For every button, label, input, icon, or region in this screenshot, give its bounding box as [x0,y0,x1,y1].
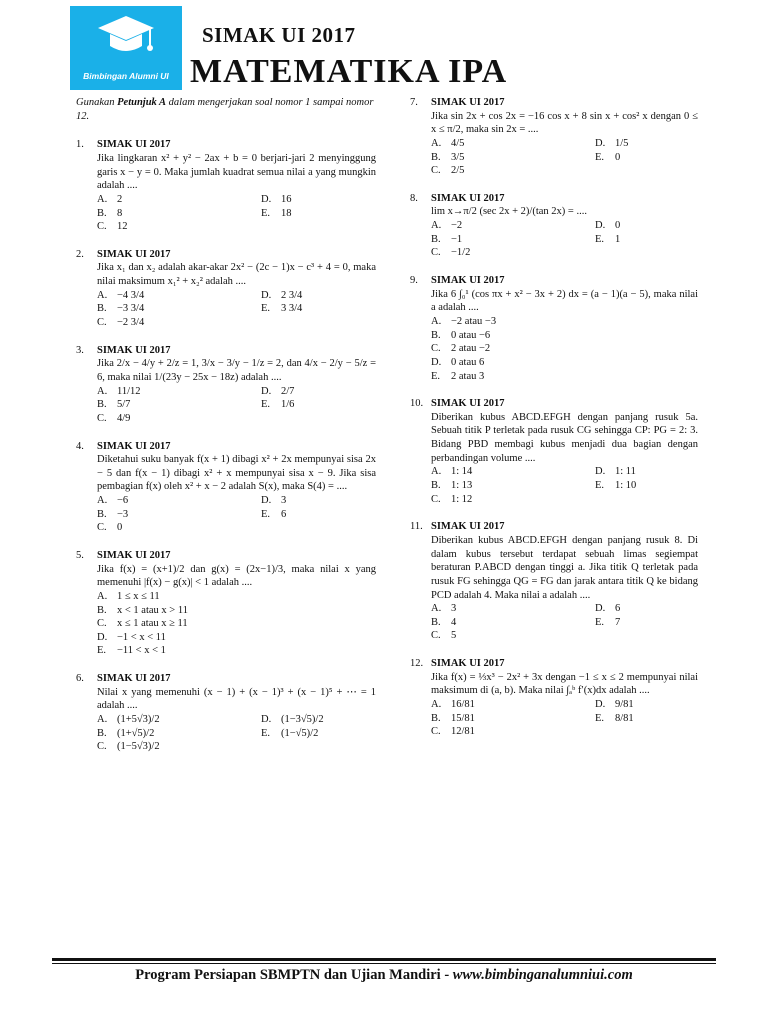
option-value: (1−√5)/2 [281,727,319,739]
exam-title: SIMAK UI 2017 [202,23,356,47]
option-value: 6 [615,603,621,615]
option-letter: B. [431,480,441,492]
option-value: 1 ≤ x ≤ 11 [117,590,160,602]
option-value: −4 3/4 [117,289,145,301]
footer-text: Program Persiapan SBMPTN dan Ujian Mandiri - [135,967,453,983]
option-value: 5/7 [117,399,131,411]
question-11 [410,520,698,643]
option-value: 3 [281,495,287,507]
footer-divider [52,958,716,961]
answer-options [431,465,698,506]
question-text: Jika f(x) = (x+1)/2 dan g(x) = (2x−1)/3, maka nilai x yang memenuhi |f(x) − g(x)| < 1 adalah .... [97,563,376,589]
answer-option [261,398,376,412]
answer-option [97,193,257,207]
option-letter: E. [261,399,271,411]
option-value: 8/81 [615,712,634,724]
option-value: 2 3/4 [281,289,303,301]
option-value: −11 < x < 1 [117,645,166,657]
answer-option [261,193,376,207]
question-title: SIMAK UI 2017 [431,521,505,533]
answer-option [261,289,376,303]
option-value: 2 atau 3 [451,370,485,382]
answer-option [261,713,376,727]
option-letter: C. [97,618,107,630]
question-text: lim x→π/2 (sec 2x + 2)/(tan 2x) = .... [431,206,587,218]
question-title: SIMAK UI 2017 [431,275,505,287]
option-value: 0 atau 6 [451,356,485,368]
option-letter: E. [595,480,605,492]
footer [52,966,716,985]
option-value: 18 [281,207,292,219]
option-value: 1: 14 [451,466,473,478]
question-title: SIMAK UI 2017 [431,192,505,204]
question-4 [76,440,376,535]
option-letter: A. [97,714,108,726]
option-letter: A. [97,193,108,205]
answer-option [431,602,591,616]
option-value: −6 [117,495,129,507]
answer-option [261,385,376,399]
question-number: 9. [410,275,418,287]
option-value: 0 [615,220,621,232]
answer-option [431,151,591,165]
answer-options [97,590,376,658]
option-value: −3 3/4 [117,303,145,315]
answer-option [431,479,591,493]
option-value: −1/2 [451,247,471,259]
option-letter: B. [431,151,441,163]
option-letter: D. [261,193,272,205]
option-letter: C. [431,343,441,355]
option-value: 2/5 [451,165,465,177]
option-value: 6 [281,508,287,520]
answer-options [431,315,698,383]
answer-option [97,521,257,535]
option-letter: E. [97,645,107,657]
answer-option [431,712,591,726]
option-value: (1−5√3)/2 [117,741,160,753]
answer-option [431,493,591,507]
option-value: 0 atau −6 [451,329,491,341]
answer-option [595,151,698,165]
option-value: −2 atau −3 [451,315,497,327]
answer-option [431,698,591,712]
option-letter: B. [97,508,107,520]
option-value: −3 [117,508,129,520]
answer-option [431,629,591,643]
answer-option [431,329,698,343]
answer-option [261,302,376,316]
option-value: x ≤ 1 atau x ≥ 11 [117,618,188,630]
answer-option [431,246,591,260]
question-3 [76,344,376,426]
question-8 [410,192,698,260]
option-value: (1+√5)/2 [117,727,155,739]
question-7 [410,96,698,178]
answer-option [97,604,376,618]
option-letter: E. [595,151,605,163]
option-letter: C. [97,522,107,534]
answer-option [97,220,257,234]
option-value: 0 [615,151,621,163]
option-letter: B. [431,616,441,628]
option-letter: C. [431,630,441,642]
question-title: SIMAK UI 2017 [97,440,171,452]
option-letter: C. [97,741,107,753]
answer-option [595,219,698,233]
option-value: 12/81 [451,726,475,738]
option-letter: B. [431,712,441,724]
answer-option [97,631,376,645]
answer-option [431,465,591,479]
option-value: 1: 10 [615,480,637,492]
option-letter: D. [595,220,606,232]
question-text: Diberikan kubus ABCD.EFGH dengan panjang rusuk 5a. Sebuah titik P terletak pada rusuk CG sehingga CP: PG = 2: 3. Bidang PBD membagi kubus menjadi dua bagian dengan perbandingan volume .... [431,411,698,464]
question-text: Jika sin 2x + cos 2x = −16 cos x + 8 sin x + cos² x dengan 0 ≤ x ≤ π/2, maka sin 2x = .... [431,110,698,136]
option-letter: B. [97,303,107,315]
answer-option [261,494,376,508]
answer-option [595,698,698,712]
option-letter: A. [431,137,442,149]
option-value: 1/6 [281,399,295,411]
option-value: (1+5√3)/2 [117,714,160,726]
answer-option [431,342,698,356]
answer-option [595,712,698,726]
question-title: SIMAK UI 2017 [97,139,171,151]
question-number: 7. [410,97,418,108]
answer-option [97,494,257,508]
option-value: 1: 13 [451,480,473,492]
option-letter: D. [595,137,606,149]
option-value: 12 [117,221,128,233]
answer-option [97,398,257,412]
option-value: 9/81 [615,698,634,710]
answer-option [97,412,257,426]
answer-option [431,616,591,630]
option-letter: E. [261,727,271,739]
option-letter: B. [431,233,441,245]
answer-options [97,289,376,330]
option-value: 5 [451,630,457,642]
option-letter: E. [261,207,271,219]
option-value: 2 atau −2 [451,343,491,355]
graduation-cap-icon [96,12,156,64]
option-value: −2 [451,220,463,232]
answer-options [97,494,376,535]
option-letter: D. [595,698,606,710]
question-12 [410,657,698,739]
option-letter: E. [595,233,605,245]
answer-option [97,207,257,221]
option-letter: E. [431,370,441,382]
answer-option [97,644,376,658]
option-value: 1: 12 [451,493,473,505]
question-number: 12. [410,658,424,670]
option-letter: A. [431,603,442,615]
option-letter: D. [595,466,606,478]
question-text: Diketahui suku banyak f(x + 1) dibagi x² + 2x mempunyai sisa 2x − 5 dan f(x − 1) dibagi x² + x mempunyai sisa x − 9. Jika sisa pembagian f(x) oleh x² + x − 2 adalah S(x), maka S(4) = .... [97,454,376,493]
option-value: 1 [615,233,621,245]
answer-option [431,356,698,370]
question-title: SIMAK UI 2017 [97,550,171,561]
question-text: Jika 6 ∫₀¹ (cos πx + x² − 3x + 2) dx = (a − 1)(a − 5), maka nilai a adalah .... [431,288,698,314]
question-title: SIMAK UI 2017 [431,398,505,410]
answer-option [431,725,591,739]
answer-options [97,385,376,426]
answer-option [97,617,376,631]
option-letter: C. [431,726,441,738]
logo-text: Bimbingan Alumni UI [83,70,169,81]
question-text: Diberikan kubus ABCD.EFGH dengan panjang rusuk 8. Di dalam kubus tersebut terdapat sebuah limas segiempat beraturan P.ABCD dengan tinggi a. Jika titik Q terletak pada rusuk FG sehingga QG = FG dan jarak antara titik Q ke bidang PCD adalah 4. Maka nilai a adalah .... [431,534,698,601]
option-value: 3/5 [451,151,465,163]
answer-option [97,385,257,399]
option-value: x < 1 atau x > 11 [117,604,188,616]
option-value: 2/7 [281,385,295,397]
option-letter: B. [97,727,107,739]
option-value: 11/12 [117,385,141,397]
option-value: 4 [451,616,457,628]
answer-options [431,698,698,739]
option-letter: E. [595,616,605,628]
option-letter: E. [261,508,271,520]
option-letter: D. [431,356,442,368]
answer-option [97,713,257,727]
answer-option [97,508,257,522]
answer-option [431,370,698,384]
question-number: 10. [410,398,424,410]
question-title: SIMAK UI 2017 [431,658,505,670]
answer-options [431,219,698,260]
option-letter: B. [97,207,107,219]
answer-option [595,465,698,479]
answer-options [97,713,376,754]
option-letter: D. [261,289,272,301]
answer-option [431,233,591,247]
logo [70,6,182,90]
option-value: 7 [615,616,621,628]
question-text: Jika 2/x − 4/y + 2/z = 1, 3/x − 3/y − 1/z = 2, dan 4/x − 2/y − 5/z = 6, maka nilai 1/(23y − 25x − 18z) adalah .... [97,358,376,383]
option-letter: B. [431,329,441,341]
answer-options [431,602,698,643]
option-value: 16/81 [451,698,475,710]
option-value: 16 [281,193,292,205]
option-letter: E. [595,712,605,724]
question-title: SIMAK UI 2017 [97,248,171,260]
option-letter: C. [431,247,441,259]
question-number: 5. [76,550,84,561]
answer-option [595,616,698,630]
option-letter: A. [97,289,108,301]
right-column [410,96,698,753]
option-letter: C. [431,493,441,505]
option-letter: E. [261,303,271,315]
answer-option [97,316,257,330]
answer-option [261,207,376,221]
question-number: 1. [76,139,84,151]
option-letter: A. [431,315,442,327]
question-text: Jika f(x) = ⅓x³ − 2x² + 3x dengan −1 ≤ x ≤ 2 mempunyai nilai maksimum di (a, b). Maka nilai ∫ₐᵇ f′(x)dx adalah .... [431,671,698,697]
question-title: SIMAK UI 2017 [97,344,171,356]
footer-url: www.bimbinganalumniui.com [452,967,633,983]
answer-option [431,219,591,233]
answer-options [97,193,376,234]
option-letter: A. [431,698,442,710]
subject-title: MATEMATIKA IPA [190,53,508,90]
instructions: Gunakan Petunjuk A dalam mengerjakan soal nomor 1 sampai nomor 12. [76,97,374,123]
option-letter: C. [97,221,107,233]
question-9 [410,274,698,383]
answer-option [595,479,698,493]
option-letter: D. [595,603,606,615]
answer-option [97,740,257,754]
answer-option [97,302,257,316]
option-letter: C. [431,165,441,177]
left-column [76,96,376,768]
option-letter: A. [431,466,442,478]
option-letter: B. [97,399,107,411]
option-value: 0 [117,522,123,534]
option-value: −2 3/4 [117,317,145,329]
answer-option [261,727,376,741]
answer-options [431,137,698,178]
option-value: 1/5 [615,137,629,149]
answer-option [431,315,698,329]
question-number: 2. [76,248,84,260]
answer-option [261,508,376,522]
question-1 [76,138,376,233]
question-2 [76,248,376,330]
option-value: (1−3√5)/2 [281,714,324,726]
option-letter: A. [431,220,442,232]
option-value: 2 [117,193,123,205]
question-number: 4. [76,440,84,452]
answer-option [97,590,376,604]
answer-option [431,164,591,178]
question-title: SIMAK UI 2017 [431,97,505,108]
question-6 [76,672,376,754]
question-5 [76,549,376,658]
option-value: 15/81 [451,712,475,724]
question-text: Jika x₁ dan x₂ adalah akar-akar 2x² − (2c − 1)x − c³ + 4 = 0, maka nilai maksimum x₁² + x₂² adalah .... [97,262,376,288]
option-letter: A. [97,495,108,507]
option-letter: D. [261,714,272,726]
question-number: 11. [410,521,423,533]
option-value: 8 [117,207,123,219]
answer-option [431,137,591,151]
question-title: SIMAK UI 2017 [97,673,171,685]
option-letter: C. [97,317,107,329]
question-text: Jika lingkaran x² + y² − 2ax + b = 0 berjari-jari 2 menyinggung garis x − y = 0. Maka jumlah kuadrat semua nilai a yang mungkin adalah .... [97,152,376,192]
option-letter: C. [97,412,107,424]
footer-divider-thin [52,963,716,964]
question-text: Nilai x yang memenuhi (x − 1) + (x − 1)³ + (x − 1)⁵ + ⋯ = 1 adalah .... [97,686,376,712]
option-letter: B. [97,604,107,616]
answer-option [595,233,698,247]
option-value: 4/5 [451,137,465,149]
option-value: −1 < x < 11 [117,631,166,643]
option-value: 4/9 [117,412,131,424]
option-value: −1 [451,233,463,245]
answer-option [595,137,698,151]
answer-option [97,727,257,741]
answer-option [595,602,698,616]
answer-option [97,289,257,303]
question-number: 6. [76,673,84,685]
option-letter: D. [97,631,108,643]
option-letter: D. [261,385,272,397]
question-number: 3. [76,344,84,356]
option-value: 1: 11 [615,466,636,478]
question-10 [410,397,698,506]
option-letter: D. [261,495,272,507]
option-value: 3 [451,603,457,615]
question-number: 8. [410,192,418,204]
option-value: 3 3/4 [281,303,303,315]
option-letter: A. [97,385,108,397]
option-letter: A. [97,590,108,602]
